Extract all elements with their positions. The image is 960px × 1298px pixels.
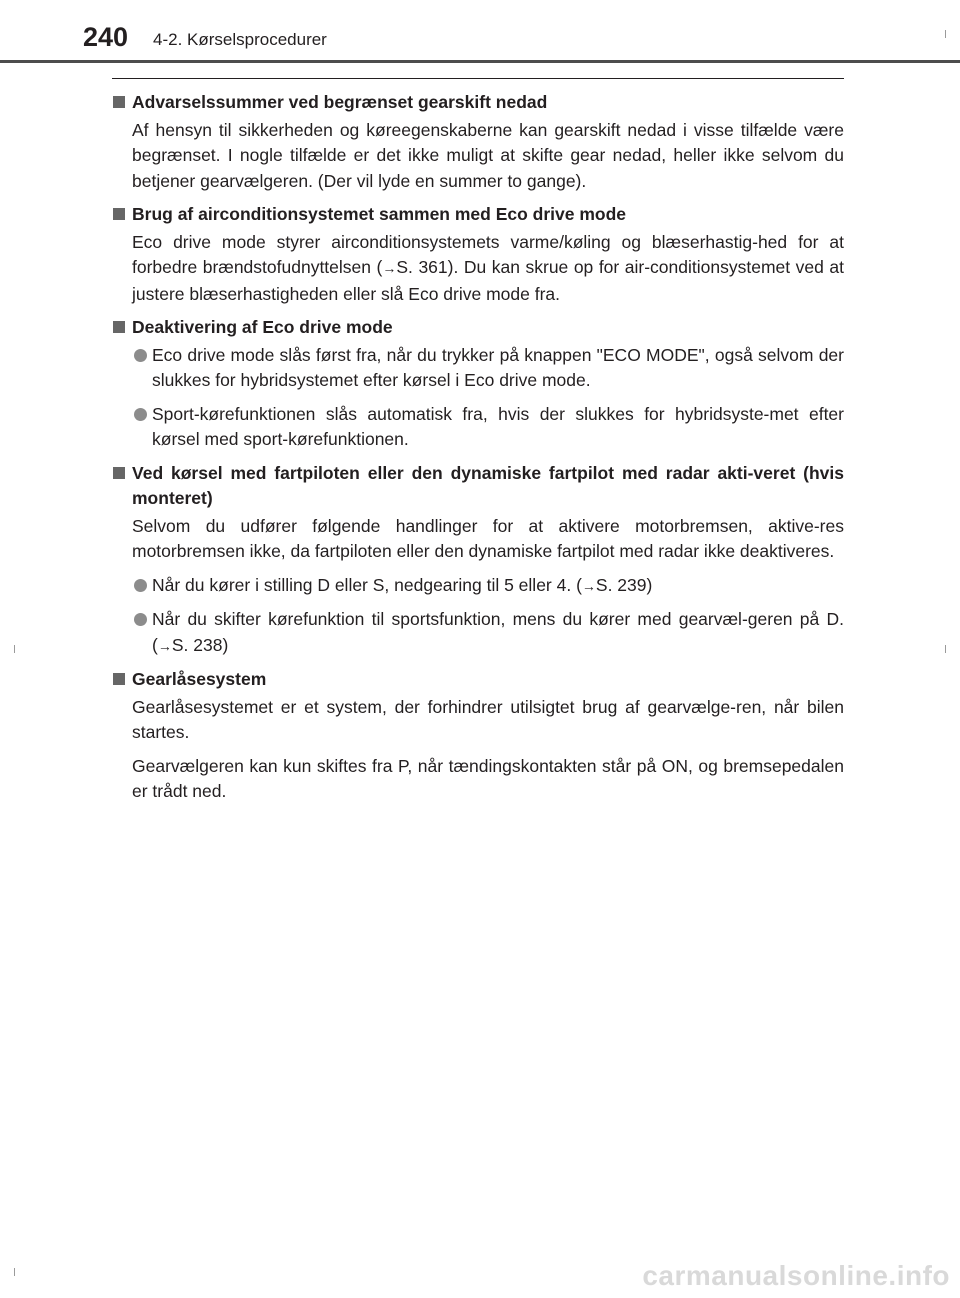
paragraph: Eco drive mode styrer airconditionsystemets varme/køling og blæserhastig-hed for at forbedre brændstofudnyttelsen (→S. 361). Du kan skrue op for air-conditionsystemet ved at justere blæserhastigheden eller slå Eco drive mode fra. — [132, 231, 844, 304]
paragraph: Af hensyn til sikkerheden og køreegenskaberne kan gearskift nedad i visse tilfælde være begrænset. I nogle tilfælde er det ikke muligt at skifte gear nedad, heller ikke selvom du betjener gearvælgeren. (Der vil lyde en summer to gange). — [132, 119, 844, 191]
section-heading: Brug af airconditionsystemet sammen med Eco drive mode — [112, 202, 844, 228]
section-heading: Advarselssummer ved begrænset gearskift nedad — [112, 90, 844, 116]
crop-mark — [14, 645, 15, 653]
watermark: carmanualsonline.info — [642, 1260, 950, 1291]
arrow-right-icon: → — [581, 577, 596, 594]
header-rule — [0, 60, 960, 63]
bullet-item: Når du kører i stilling D eller S, nedgearing til 5 eller 4. (→S. 239) — [112, 573, 844, 600]
round-bullet-icon — [134, 408, 147, 421]
crop-mark — [14, 1268, 15, 1276]
section-gear-lock — [112, 667, 844, 805]
page-header — [0, 0, 960, 62]
arrow-right-icon: → — [157, 637, 172, 654]
crop-mark — [945, 645, 946, 653]
section-heading: Ved kørsel med fartpiloten eller den dynamiske fartpilot med radar akti-veret (hvis monteret) — [112, 461, 844, 512]
square-bullet-icon — [113, 96, 125, 108]
page-reference: S. 361 — [396, 257, 448, 277]
section-eco-aircon — [112, 202, 844, 307]
square-bullet-icon — [113, 321, 125, 333]
round-bullet-icon — [134, 349, 147, 362]
square-bullet-icon — [113, 208, 125, 220]
crop-mark — [945, 30, 946, 38]
chapter-title: 4-2. Kørselsprocedurer — [153, 30, 327, 49]
page-number: 240 — [83, 22, 129, 52]
section-heading: Gearlåsesystem — [112, 667, 844, 693]
square-bullet-icon — [113, 673, 125, 685]
section-eco-deactivation — [112, 315, 844, 453]
arrow-right-icon: → — [382, 260, 397, 276]
paragraph: Selvom du udfører følgende handlinger for at aktivere motorbremsen, aktive-res motorbremsen ikke, da fartpiloten eller den dynamiske fartpilot med radar ikke deaktiveres. — [132, 515, 844, 561]
round-bullet-icon — [134, 579, 147, 592]
square-bullet-icon — [113, 467, 125, 479]
paragraph: Gearvælgeren kan kun skiftes fra P, når tændingskontakten står på ON, og bremsepedalen er trådt ned. — [132, 755, 844, 801]
bullet-item: Når du skifter kørefunktion til sportsfunktion, mens du kører med gearvæl-geren på D. (→S. 238) — [112, 607, 844, 659]
round-bullet-icon — [134, 613, 147, 626]
section-cruise-control — [112, 461, 844, 660]
bullet-item: Eco drive mode slås først fra, når du trykker på knappen "ECO MODE", også selvom der slukkes for hybridsystemet efter kørsel i Eco drive mode. — [112, 343, 844, 394]
section-heading: Deaktivering af Eco drive mode — [112, 315, 844, 341]
bullet-item: Sport-kørefunktionen slås automatisk fra, hvis der slukkes for hybridsyste-met efter kørsel med sport-kørefunktionen. — [112, 402, 844, 453]
page-content — [112, 90, 844, 813]
page-reference: S. 239 — [595, 574, 647, 595]
section-downshift-buzzer — [112, 90, 844, 194]
page-reference: S. 238 — [171, 634, 223, 655]
paragraph: Gearlåsesystemet er et system, der forhindrer utilsigtet brug af gearvælge-ren, når bilen startes. — [132, 696, 844, 742]
section-rule — [112, 78, 844, 79]
